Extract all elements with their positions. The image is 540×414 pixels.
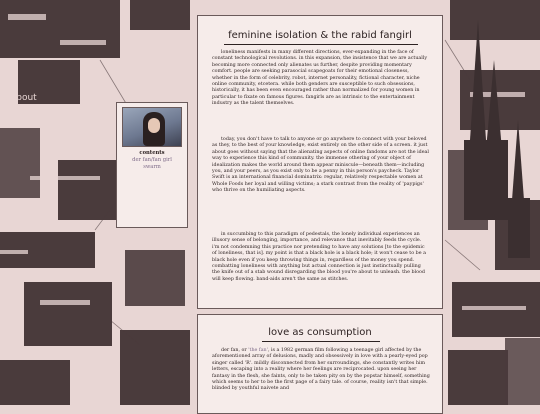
section-title-2-text: love as consumption [268,327,372,338]
title-underline-2 [262,341,380,342]
paragraph-4-intro: der fan, or [221,348,249,353]
title-underline [224,44,418,45]
avatar-face [148,118,160,133]
der-fan-link[interactable]: 'the fan' [248,348,268,353]
sidebar-link-swarm[interactable]: swarm [143,164,161,170]
article-panel [197,15,443,309]
background-fragment-text: k About [2,93,37,103]
section-title [198,30,442,41]
sidebar-heading: contents [139,150,165,156]
paragraph-2: today, you don't have to talk to anyone or go anywhere to connect with your beloved as they, to the best of your knowledge, exist entirely on the other side of a screen. it just about goes without saying that the alienating aspects of online fandoms are not the ideal way to experience this kind of community. the immense othering of your object of idealization makes the world around them appear miniscule—beneath them—including you, and your peers, as you exist only to be a penny in this person's paycheck. Taylor Swift is an international financial dominatrix: regular, relatively respectable women at Whole Foods her loyal and willing victims; a stark contrast from the reality of 'paypigs' who thrive on the humiliating aspects. [212,137,429,194]
paragraph-3: in succumbing to this paradigm of pedestals, the lonely individual experiences an illusory sense of belonging, importance, and relevance that inevitably feeds the cycle. i'm not condemning this practice nor pretending to have any solutions [to the epidemic of loneliness, that is]. my point is that a black hole is a black hole; it won't cease to be a black hole even if you keep throwing things in, regardless of the money you spend. combatting loneliness with anything but actual connection is just instinctually pulling the knife out of a stab wound disregarding the blood you're about to unleash. the blood will keep flowing. band-aids aren't the same as stitches. [212,232,426,282]
paragraph-1: loneliness manifests in many different directions, ever-expanding in the face of constant technological revolutions. in this expansion, the insistence that we are actually becoming more connected only alienates us further, despite providing momentary comfort. people are seeking parasocial scapegoats for their emotional closeness, whether in the form of celebrity, robot, internet personality, fictional character, niche online community, etcetera. while both genders are susceptible to such obsessions, historically, it has been even encouraged rather than normalized for young women in particular to fixate on famous figures. fangirls are as intrinsic to the entertainment industry as the talent themselves. [212,50,428,107]
section-title-text: feminine isolation & the rabid fangirl [228,30,412,41]
paragraph-4-body: , is a 1982 german film following a teenage girl affected by the aforementioned array of delusions, madly and obsessively in love with a pearly-eyed pop singer called 'R'. mildly disconnected from her surroundings, she constantly writes him letters, escaping into a reality where her feelings are reciprocated. upon seeing her fantasy in the flesh, she faints, only to be taken pity on by the popstar himself, something which seems to her to be the first page of a fairy tale. of course, reality isn't that simple. blinded by youthful naivete and [212,348,430,392]
paragraph-4 [212,348,430,393]
sidebar-link-der-fan[interactable]: der fan/fan girl [132,157,172,163]
sidebar-nav [116,102,188,228]
article-panel-2 [197,314,443,414]
sidebar-links [117,150,187,171]
avatar [122,107,182,147]
section-title-2 [198,327,442,338]
